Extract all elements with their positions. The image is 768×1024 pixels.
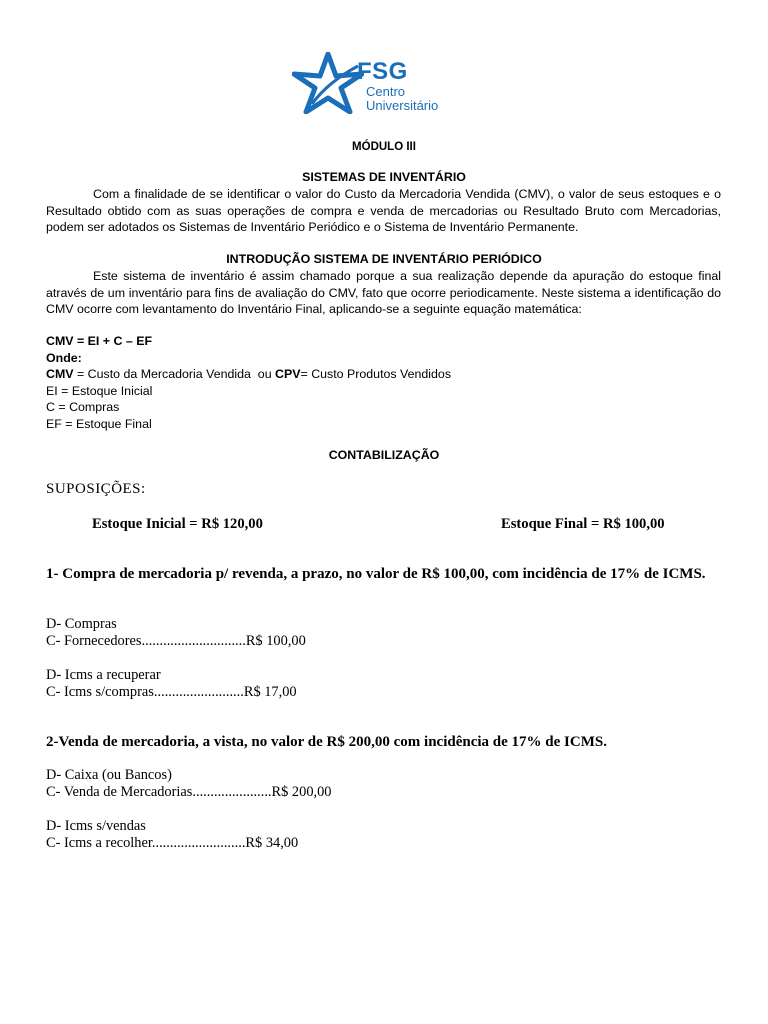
operation-1-title: 1- Compra de mercadoria p/ revenda, a prazo, no valor de R$ 100,00, com incidência de 17% de ICMS.	[46, 566, 706, 582]
suposicoes-label: SUPOSIÇÕES:	[46, 481, 146, 497]
cmv-def: = Custo da Mercadoria Vendida ou	[73, 367, 276, 381]
formula-definition-ei: EI = Estoque Inicial	[46, 383, 153, 398]
cpv-abbr: CPV	[275, 367, 301, 381]
section-title-contabilizacao: CONTABILIZAÇÃO	[328, 448, 440, 462]
formula-definition-ef: EF = Estoque Final	[46, 416, 152, 431]
section-title-periodico: INTRODUÇÃO SISTEMA DE INVENTÁRIO PERIÓDICO	[226, 252, 542, 266]
formula-definition-c: C = Compras	[46, 400, 120, 414]
debit-line: D- Caixa (ou Bancos)	[46, 767, 172, 783]
debit-line: D- Icms a recuperar	[46, 667, 161, 683]
operation-2-entry-2	[46, 818, 298, 851]
credit-line: C- Venda de Mercadorias......................R$ 200,00	[46, 783, 332, 800]
debit-line: D- Compras	[46, 616, 117, 632]
star-logo-icon	[292, 52, 364, 114]
credit-line: C- Icms s/compras.........................R$ 17,00	[46, 683, 297, 700]
cmv-abbr: CMV	[46, 367, 74, 381]
formula-definition-cmv	[46, 366, 451, 383]
module-title: MÓDULO III	[352, 141, 416, 153]
logo-subtitle-line2: Universitário	[366, 98, 439, 113]
section-title-sistemas: SISTEMAS DE INVENTÁRIO	[302, 170, 466, 184]
logo-brand: FSG	[357, 58, 408, 85]
operation-1-entry-2	[46, 667, 297, 700]
fsg-logo	[292, 52, 452, 114]
credit-line: C- Fornecedores.............................R$ 100,00	[46, 632, 306, 649]
estoque-inicial: Estoque Inicial = R$ 120,00	[92, 516, 263, 532]
formula-onde: Onde:	[46, 350, 82, 365]
credit-line: C- Icms a recolher..........................R$ 34,00	[46, 834, 299, 851]
formula-equation: CMV = EI + C – EF	[46, 334, 153, 348]
estoque-final: Estoque Final = R$ 100,00	[501, 516, 665, 532]
cpv-def: = Custo Produtos Vendidos	[300, 367, 452, 381]
section-paragraph-sistemas: Com a finalidade de se identificar o valor do Custo da Mercadoria Vendida (CMV), o valor de seus estoques e o Resultado obtido com as suas operações de compra e venda de mercadorias ou Resultado Bruto com Mercadorias, podem ser adotados os Sistemas de Inventário Periódico e o Sistema de Inventário Permanente.	[46, 187, 721, 234]
debit-line: D- Icms s/vendas	[46, 818, 146, 834]
operation-2-entry-1	[46, 767, 332, 800]
logo-subtitle-line1: Centro	[366, 84, 406, 99]
formula-block	[46, 333, 451, 432]
operation-1-entry-1	[46, 616, 306, 649]
section-paragraph-periodico: Este sistema de inventário é assim chamado porque a sua realização depende da apuração do estoque final através de um inventário para fins de avaliação do CMV, fato que ocorre periodicamente. Neste sistema a identificação do CMV ocorre com levantamento do Inventário Final, aplicando-se a seguinte equação matemática:	[46, 269, 721, 316]
operation-2-title: 2-Venda de mercadoria, a vista, no valor de R$ 200,00 com incidência de 17% de ICMS.	[46, 734, 607, 750]
